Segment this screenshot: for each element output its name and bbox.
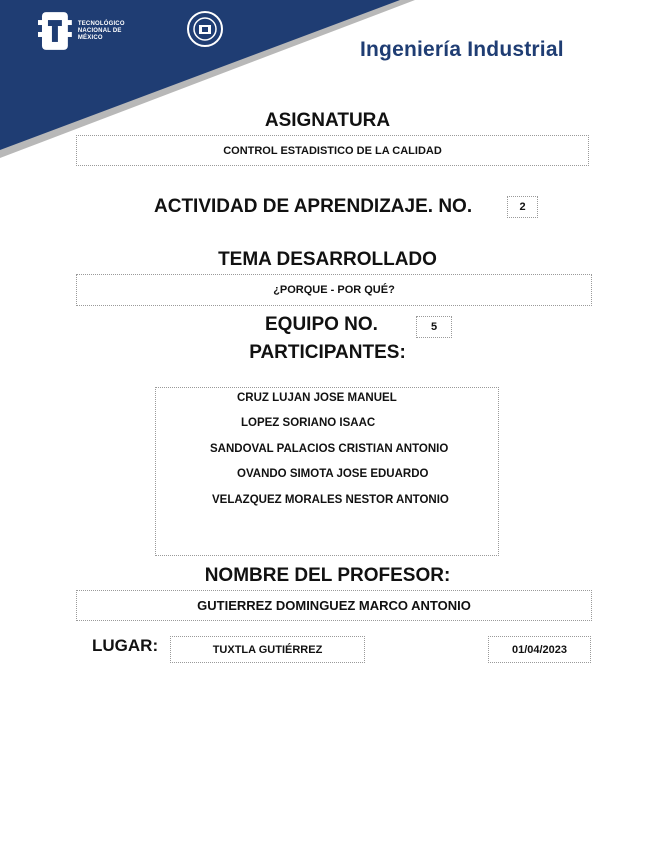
institution-name <box>78 21 148 42</box>
date-field: 01/04/2023 <box>488 636 591 663</box>
program-brand-title: Ingeniería Industrial <box>360 38 564 61</box>
participant-4: OVANDO SIMOTA JOSE EDUARDO <box>237 468 429 480</box>
subject-field: CONTROL ESTADISTICO DE LA CALIDAD <box>76 135 589 166</box>
topic-field: ¿PORQUE - POR QUÉ? <box>76 274 592 306</box>
participant-1: CRUZ LUJAN JOSE MANUEL <box>237 392 397 404</box>
professor-field: GUTIERREZ DOMINGUEZ MARCO ANTONIO <box>76 590 592 621</box>
participant-3: SANDOVAL PALACIOS CRISTIAN ANTONIO <box>210 443 449 455</box>
team-label: EQUIPO NO. <box>265 314 378 335</box>
place-label: LUGAR: <box>92 636 159 655</box>
activity-label: ACTIVIDAD DE APRENDIZAJE. NO. <box>154 196 473 217</box>
institution-line-1: TECNOLÓGICO <box>77 20 125 27</box>
place-field: TUXTLA GUTIÉRREZ <box>170 636 365 663</box>
participants-heading: PARTICIPANTES: <box>249 342 406 363</box>
institute-seal-icon <box>186 10 224 48</box>
institution-line-2: NACIONAL DE MÉXICO <box>77 27 122 41</box>
participant-2: LOPEZ SORIANO ISAAC <box>241 417 376 429</box>
topic-heading: TEMA DESARROLLADO <box>218 249 437 270</box>
activity-number-field: 2 <box>507 196 538 218</box>
professor-heading: NOMBRE DEL PROFESOR: <box>204 565 451 586</box>
participant-5: VELAZQUEZ MORALES NESTOR ANTONIO <box>212 494 449 506</box>
team-number-field: 5 <box>416 316 452 338</box>
tecnm-gear-logo-icon <box>38 10 72 52</box>
tecnm-logo <box>38 6 148 56</box>
subject-heading: ASIGNATURA <box>264 110 391 131</box>
